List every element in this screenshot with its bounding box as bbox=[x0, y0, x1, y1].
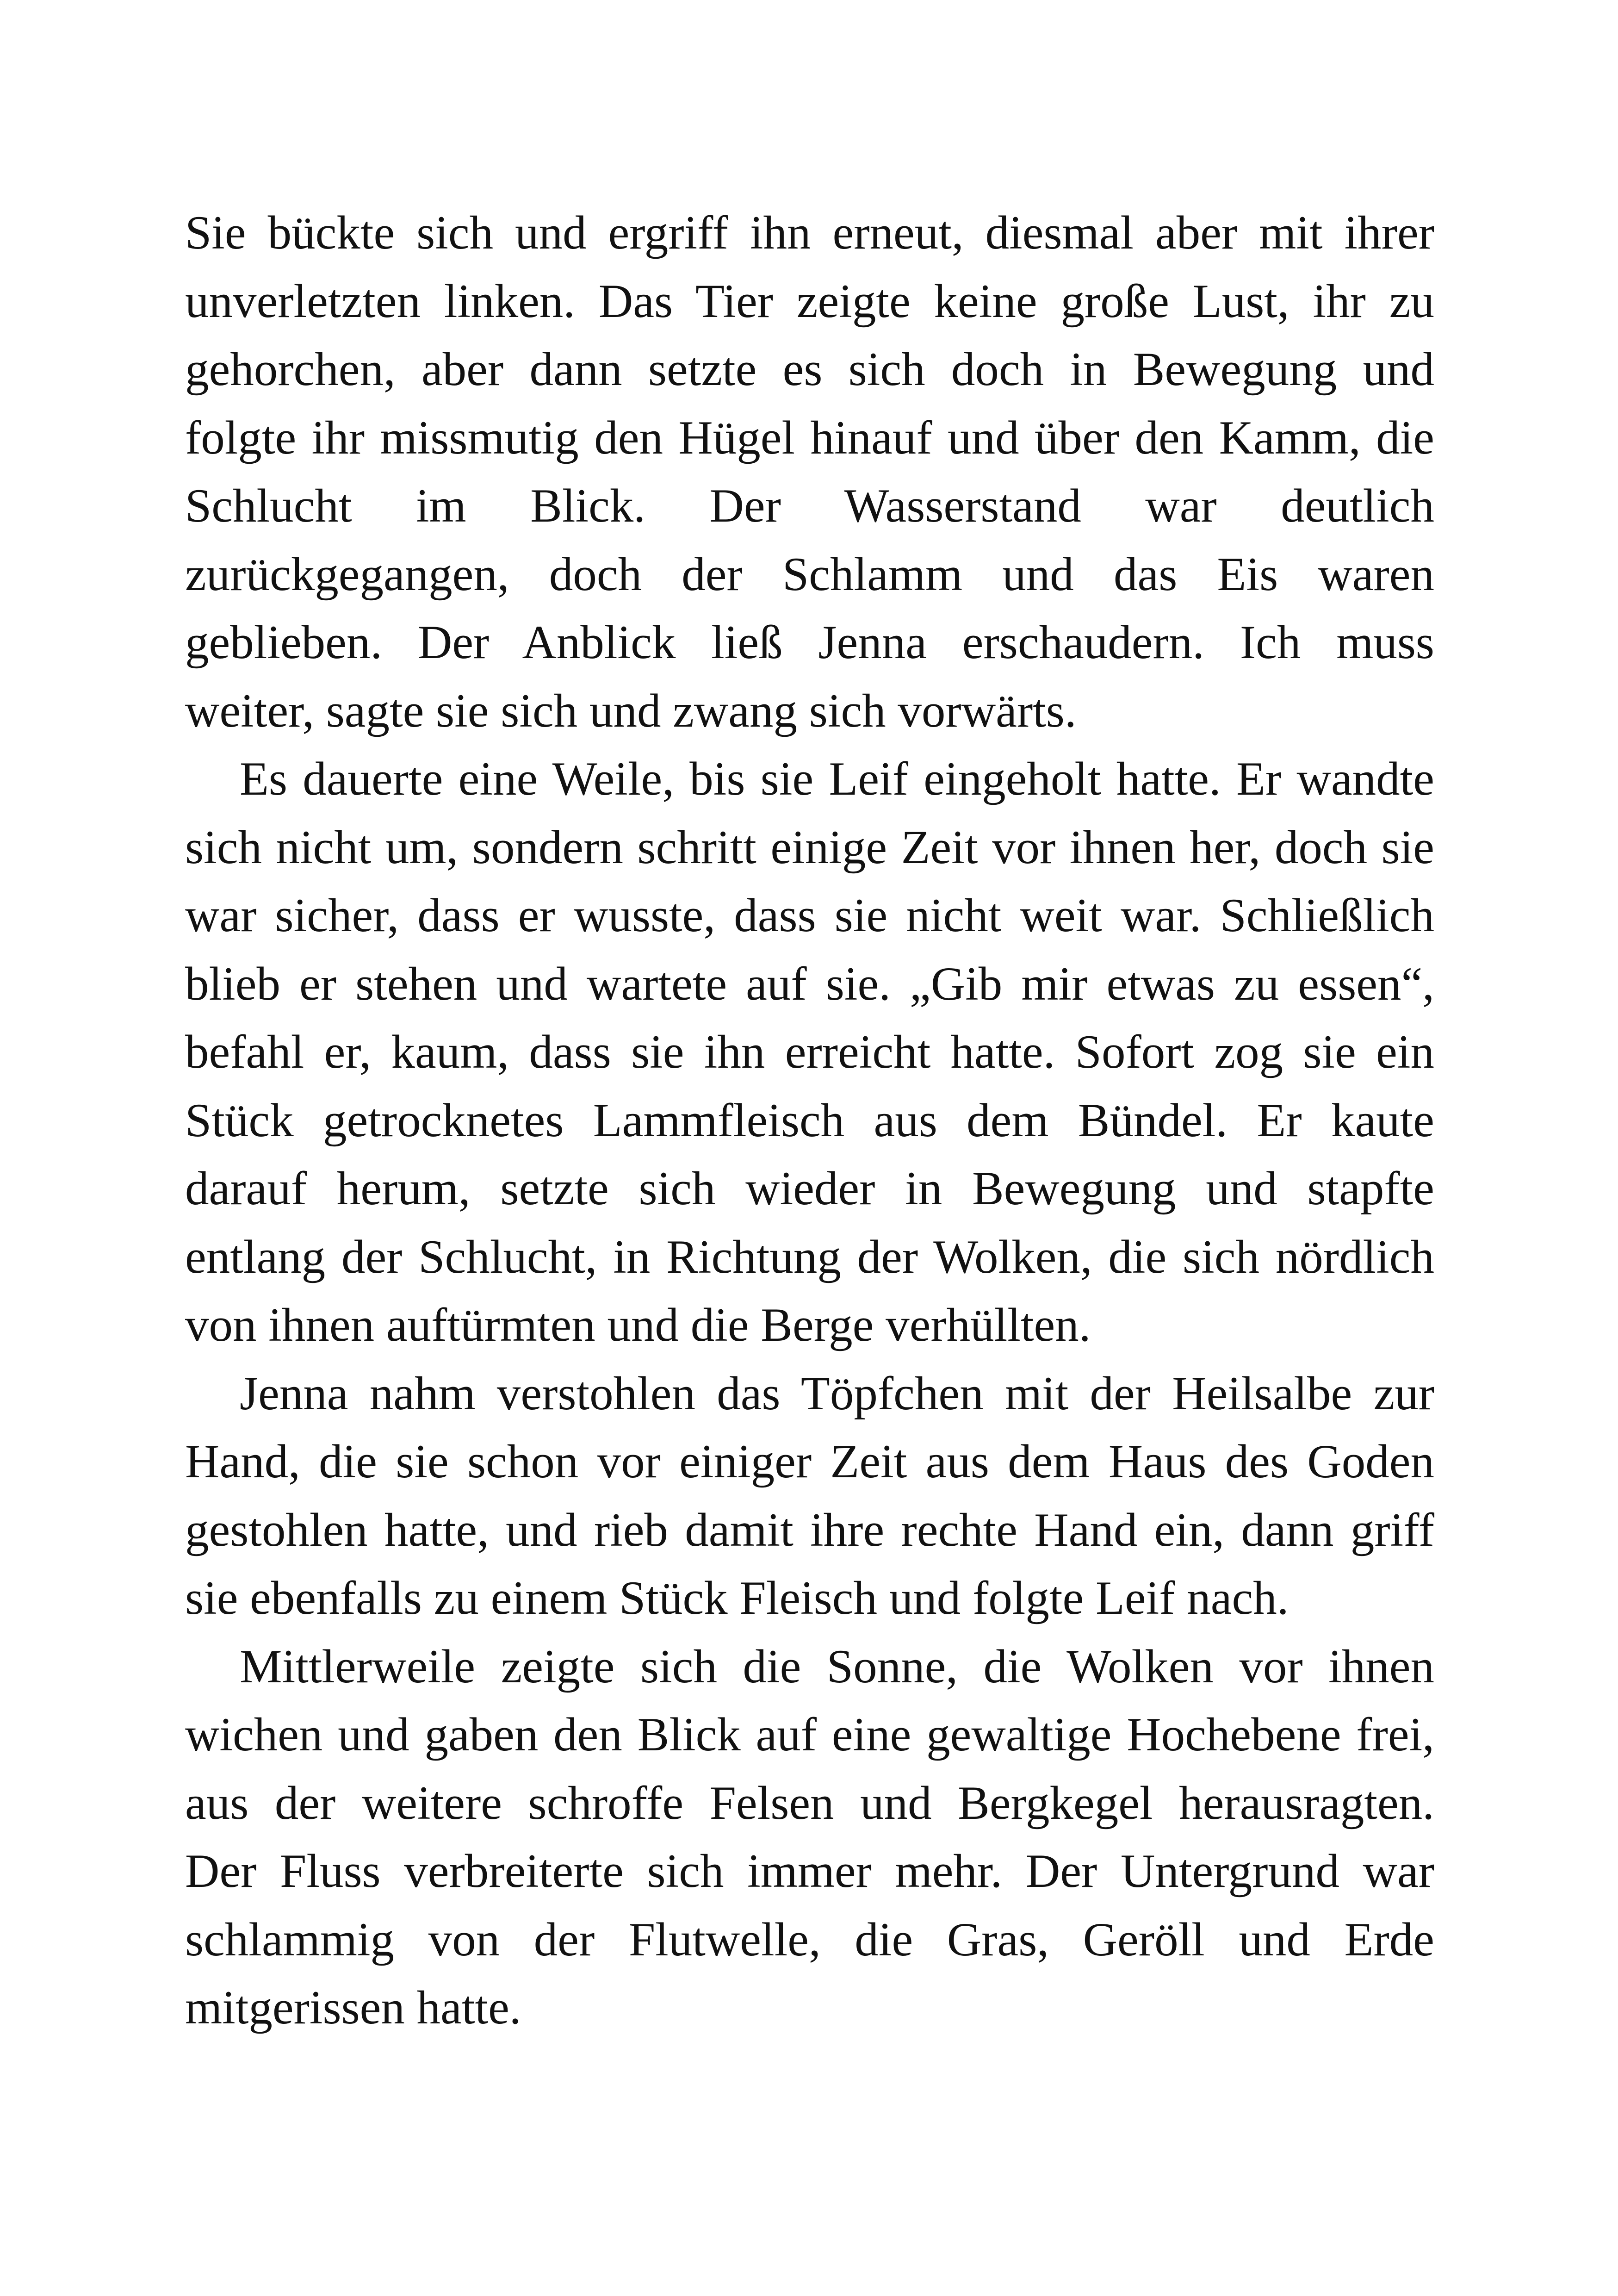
text-line: sich nicht um, sondern schritt einige Zeit vor ihnen her, doch sie bbox=[185, 821, 1434, 874]
text-line: wichen und gaben den Blick auf eine gewaltige Hochebene frei, bbox=[185, 1708, 1434, 1761]
text-line: Hand, die sie schon vor einiger Zeit aus dem Haus des Goden bbox=[185, 1435, 1434, 1488]
text-line: befahl er, kaum, dass sie ihn erreicht hatte. Sofort zog sie ein bbox=[185, 1026, 1434, 1078]
text-line: Mittlerweile zeigte sich die Sonne, die Wolken vor ihnen bbox=[240, 1640, 1434, 1693]
text-line: mitgerissen hatte. bbox=[185, 1981, 521, 2034]
text-line: Sie bückte sich und ergriff ihn erneut, diesmal aber mit ihrer bbox=[185, 206, 1434, 259]
text-line: war sicher, dass er wusste, dass sie nicht weit war. Schließlich bbox=[185, 889, 1434, 942]
text-line: folgte ihr missmutig den Hügel hinauf und über den Kamm, die bbox=[185, 411, 1434, 464]
text-line: Stück getrocknetes Lammfleisch aus dem Bündel. Er kaute bbox=[185, 1094, 1434, 1147]
text-line: entlang der Schlucht, in Richtung der Wolken, die sich nördlich bbox=[185, 1230, 1434, 1283]
text-line: Der Fluss verbreiterte sich immer mehr. Der Untergrund war bbox=[185, 1845, 1434, 1898]
text-line: unverletzten linken. Das Tier zeigte keine große Lust, ihr zu bbox=[185, 274, 1434, 328]
paragraph bbox=[185, 745, 1434, 1360]
text-line: gehorchen, aber dann setzte es sich doch in Bewegung und bbox=[185, 343, 1434, 396]
text-line: blieb er stehen und wartete auf sie. „Gib mir etwas zu essen“, bbox=[185, 957, 1434, 1010]
text-line: Schlucht im Blick. Der Wasserstand war deutlich bbox=[185, 479, 1434, 532]
text-line: von ihnen auftürmten und die Berge verhüllten. bbox=[185, 1299, 1091, 1351]
text-line: schlammig von der Flutwelle, die Gras, Geröll und Erde bbox=[185, 1913, 1434, 1966]
text-line: gestohlen hatte, und rieb damit ihre rechte Hand ein, dann griff bbox=[185, 1503, 1434, 1556]
text-line: Es dauerte eine Weile, bis sie Leif eingeholt hatte. Er wandte bbox=[240, 753, 1434, 805]
text-line: Jenna nahm verstohlen das Töpfchen mit der Heilsalbe zur bbox=[240, 1367, 1434, 1420]
body-text bbox=[185, 199, 1434, 2042]
paragraph bbox=[185, 1633, 1434, 2042]
paragraph bbox=[185, 1360, 1434, 1633]
text-line: aus der weitere schroffe Felsen und Bergkegel herausragten. bbox=[185, 1776, 1434, 1829]
text-line: zurückgegangen, doch der Schlamm und das Eis waren bbox=[185, 548, 1434, 601]
text-line: sie ebenfalls zu einem Stück Fleisch und folgte Leif nach. bbox=[185, 1572, 1289, 1624]
text-line: darauf herum, setzte sich wieder in Bewegung und stapfte bbox=[185, 1162, 1434, 1215]
text-line: geblieben. Der Anblick ließ Jenna erschaudern. Ich muss bbox=[185, 616, 1434, 669]
text-line: weiter, sagte sie sich und zwang sich vorwärts. bbox=[185, 684, 1077, 737]
paragraph bbox=[185, 199, 1434, 745]
